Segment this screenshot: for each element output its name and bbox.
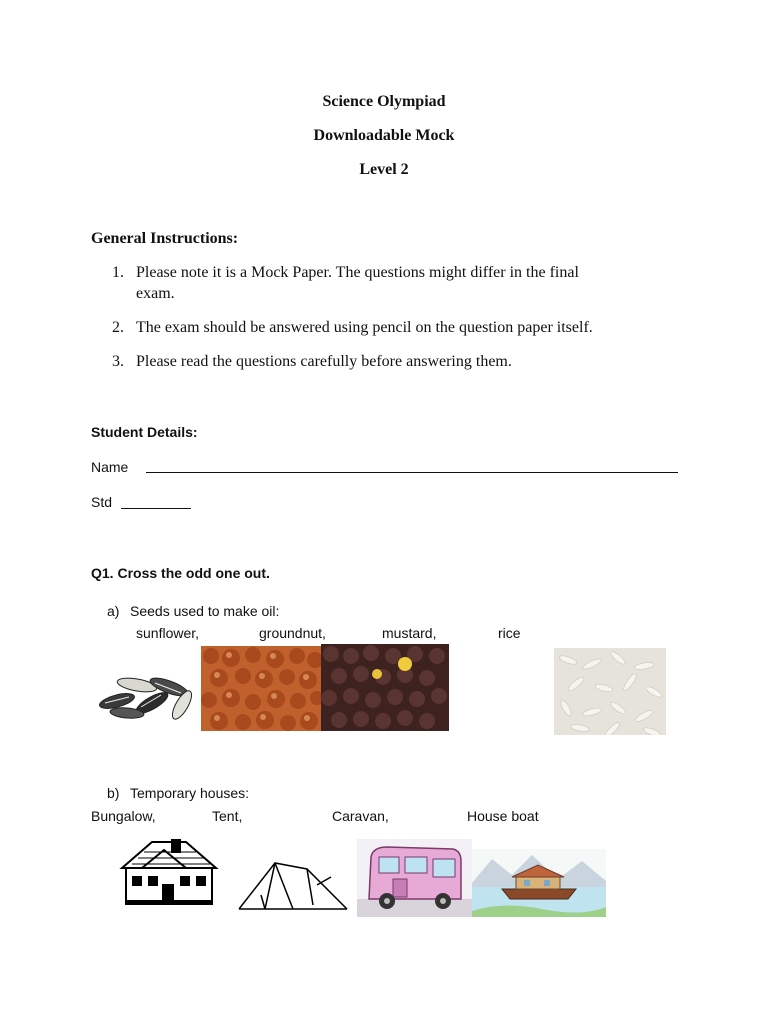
tent-image bbox=[235, 855, 353, 913]
q1a-prompt: Seeds used to make oil: bbox=[130, 603, 280, 619]
option-sunflower: sunflower, bbox=[136, 625, 200, 641]
page-subtitle: Downloadable Mock bbox=[313, 127, 455, 144]
option-mustard: mustard, bbox=[382, 625, 437, 641]
instruction-text: Please read the questions carefully before answering them. bbox=[136, 353, 512, 370]
rice-image bbox=[554, 648, 666, 735]
caravan-image bbox=[357, 839, 472, 917]
house-boat-image bbox=[472, 849, 606, 917]
q1a-marker: a) bbox=[107, 603, 120, 619]
option-house-boat: House boat bbox=[467, 808, 539, 824]
option-groundnut: groundnut, bbox=[259, 625, 326, 641]
bungalow-image bbox=[112, 838, 226, 908]
q1-heading: Q1. Cross the odd one out. bbox=[91, 565, 270, 581]
instruction-text-continued: exam. bbox=[136, 285, 175, 302]
q1b-prompt: Temporary houses: bbox=[130, 785, 250, 801]
student-details-heading: Student Details: bbox=[91, 424, 198, 440]
instruction-text: Please note it is a Mock Paper. The questions might differ in the final bbox=[136, 264, 579, 281]
option-bungalow: Bungalow, bbox=[91, 808, 156, 824]
page-title: Science Olympiad bbox=[322, 93, 446, 110]
instruction-number: 1. bbox=[112, 264, 124, 281]
std-label: Std bbox=[91, 494, 113, 510]
instruction-number: 3. bbox=[112, 353, 124, 370]
name-field-line[interactable] bbox=[146, 472, 678, 473]
std-field-line[interactable] bbox=[121, 508, 191, 509]
name-label: Name bbox=[91, 459, 129, 475]
q1b-marker: b) bbox=[107, 785, 120, 801]
instructions-heading: General Instructions: bbox=[91, 230, 239, 247]
option-tent: Tent, bbox=[212, 808, 243, 824]
instruction-text: The exam should be answered using pencil on the question paper itself. bbox=[136, 319, 593, 336]
instruction-number: 2. bbox=[112, 319, 124, 336]
groundnut-image bbox=[201, 646, 321, 731]
level-label: Level 2 bbox=[359, 161, 409, 178]
mustard-seeds-image bbox=[321, 644, 449, 731]
sunflower-seeds-image bbox=[97, 665, 201, 723]
option-caravan: Caravan, bbox=[332, 808, 389, 824]
option-rice: rice bbox=[498, 625, 521, 641]
